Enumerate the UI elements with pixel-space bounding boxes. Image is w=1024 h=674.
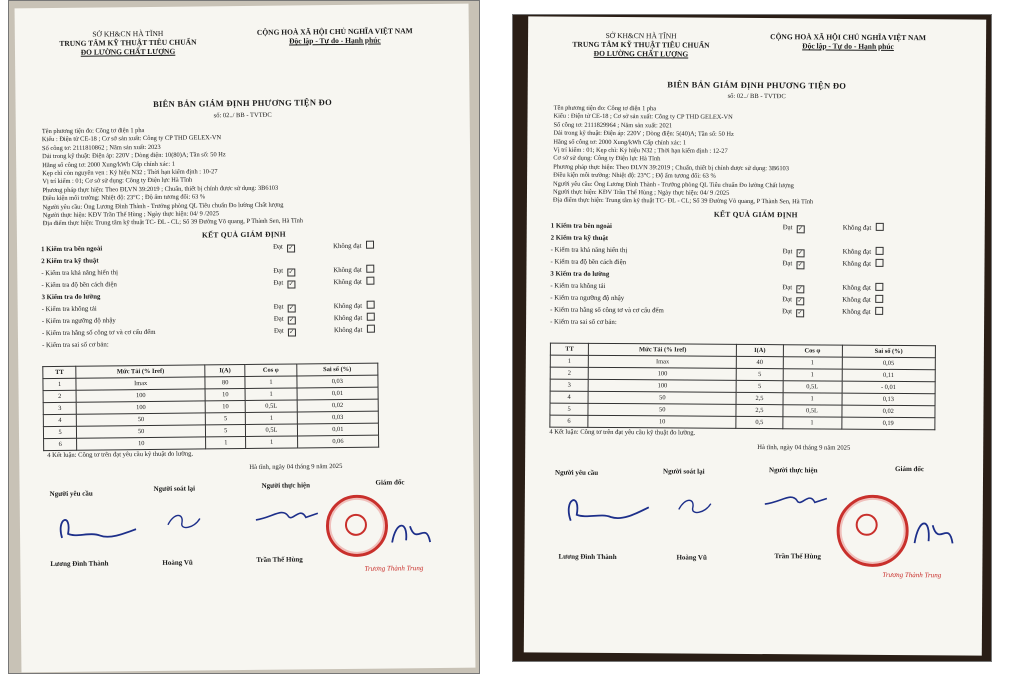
pass-label: Đạt xyxy=(782,248,793,256)
fail-label: Không đạt xyxy=(333,242,362,251)
pass-checkbox: ✓ xyxy=(797,298,803,305)
table-cell: 1 xyxy=(246,412,297,425)
column-header: TT xyxy=(550,343,588,355)
fail-checkbox xyxy=(875,223,883,231)
table-cell: 50 xyxy=(588,403,736,416)
pass-checkbox: ✓ xyxy=(288,269,294,276)
pass-label: Đạt xyxy=(273,315,284,323)
info-line: Số công tơ: 2111810862 ; Năm sản xuất: 2023 xyxy=(41,143,161,152)
table-cell: 5 xyxy=(737,368,783,380)
document-header xyxy=(15,26,469,81)
table-cell: 1 xyxy=(783,369,842,381)
table-cell: Imax xyxy=(588,355,736,368)
column-header: Mức Tải (% Iref) xyxy=(76,365,205,378)
motto-line: CỘNG HOÀ XÃ HỘI CHỦ NGHĨA VIỆT NAM xyxy=(256,26,413,37)
check-label: - Kiểm tra sai số cơ bản: xyxy=(42,341,109,350)
performer-signature-icon xyxy=(761,484,831,514)
table-cell: 4 xyxy=(43,414,76,426)
document-title: BIÊN BẢN GIÁM ĐỊNH PHƯƠNG TIỆN ĐO xyxy=(152,97,333,109)
column-header: I(A) xyxy=(205,365,245,377)
table-cell: 0,5L xyxy=(783,381,842,393)
check-label: - Kiểm tra hằng số công tơ và cơ cấu đếm xyxy=(41,328,156,338)
column-header: Mức Tải (% Iref) xyxy=(589,343,737,356)
table-cell: 6 xyxy=(44,438,77,450)
fail-label: Không đạt xyxy=(842,284,871,292)
pass-checkbox: ✓ xyxy=(288,281,294,288)
info-line: Địa điểm thực hiện: Trung tâm kỹ thuật TC- ĐL - CL; Số 39 Đường Võ quang, P Thành Sen, Hà Tĩnh xyxy=(552,197,814,206)
table-cell: 0,06 xyxy=(297,435,378,448)
check-label: - Kiểm tra khả năng hiển thị xyxy=(41,269,118,278)
table-cell: 1 xyxy=(550,355,588,367)
check-label: 2 Kiểm tra kỹ thuật xyxy=(41,257,99,266)
table-cell: 5 xyxy=(736,380,782,392)
conclusion-text: 4 Kết luận: Công tơ trên đạt yêu cầu kỹ thuật đo lường. xyxy=(549,428,696,437)
info-line: Dải trong kỹ thuật: Điện áp: 220V ; Dòng điện: 5(40)A; Tần số: 50 Hz xyxy=(553,129,734,139)
table-cell: 100 xyxy=(76,401,205,414)
fail-label: Không đạt xyxy=(842,248,872,256)
signer-name: Lương Đình Thành xyxy=(50,559,109,569)
document-number: số: 02../ BB - TVTĐC xyxy=(727,92,786,101)
fail-label: Không đạt xyxy=(333,326,363,335)
column-header: Sai số (%) xyxy=(842,345,936,358)
pass-label: Đạt xyxy=(273,243,283,251)
pass-checkbox: ✓ xyxy=(289,329,295,336)
fail-checkbox xyxy=(366,265,374,273)
check-label: 1 Kiểm tra bên ngoài xyxy=(41,245,103,254)
check-label: - Kiểm tra không tải xyxy=(550,282,606,290)
motto-line: Độc lập - Tự do - Hạnh phúc xyxy=(802,41,894,51)
table-cell: 3 xyxy=(550,379,588,391)
column-header: Sai số (%) xyxy=(296,363,377,376)
table-cell: 100 xyxy=(588,367,736,380)
agency-line: ĐO LƯỜNG CHẤT LƯỢNG xyxy=(80,46,176,57)
pass-checkbox: ✓ xyxy=(797,286,803,293)
signer-name: Trần Thế Hùng xyxy=(774,552,821,561)
document-sheet xyxy=(15,4,476,673)
agency-line: TRUNG TÂM KỸ THUẬT TIÊU CHUẨN xyxy=(59,37,197,48)
table-cell: 1 xyxy=(245,388,296,401)
check-label: - Kiểm tra hằng số công tơ và cơ cấu đếm xyxy=(550,306,664,315)
info-line: Hằng số công tơ: 2000 Xung/kWh Cấp chính xác: 1 xyxy=(553,138,687,147)
agency-block xyxy=(53,28,203,57)
info-block xyxy=(553,105,968,209)
pass-label: Đạt xyxy=(782,260,793,268)
pass-label: Đạt xyxy=(782,308,793,316)
table-cell: 50 xyxy=(77,425,206,438)
fail-checkbox xyxy=(366,241,374,249)
check-label: - Kiểm tra ngưỡng độ nhậy xyxy=(550,294,625,303)
signature-role: Người thực hiện xyxy=(769,466,818,475)
table-cell: 0,05 xyxy=(842,357,936,370)
signature-role: Người thực hiện xyxy=(261,481,311,490)
checks-list xyxy=(550,221,965,332)
pass-label: Đạt xyxy=(273,279,284,287)
table-cell: - 0,01 xyxy=(842,381,936,394)
pass-checkbox: ✓ xyxy=(797,310,803,317)
fail-label: Không đạt xyxy=(333,314,363,323)
agency-line: SỞ KH&CN HÀ TĨNH xyxy=(605,30,677,41)
info-line: Phương pháp thực hiện: Theo ĐLVN 39:2019 ; Chuẩn, thiết bị chính được sử dụng: 3B6103 xyxy=(553,163,789,173)
table-cell: 5 xyxy=(206,424,246,436)
fail-label: Không đạt xyxy=(842,260,872,268)
table-cell: 10 xyxy=(205,388,245,400)
info-line: Kẹp chì còn nguyên vẹn : Ký hiệu N32 ; Thời hạn kiểm định : 10-27 xyxy=(42,168,218,178)
signature-role: Người yêu cầu xyxy=(555,468,599,477)
reviewer-signature-icon xyxy=(671,491,721,521)
error-table xyxy=(549,343,936,431)
table-cell: 10 xyxy=(588,415,736,428)
info-line: Vị trí kiểm : 01; Kẹp chì: Ký hiệu N32 ; Thời hạn kiểm định : 12-27 xyxy=(553,146,728,155)
reviewer-signature-icon xyxy=(160,506,210,537)
pass-checkbox: ✓ xyxy=(798,226,804,233)
info-line: Kiểu : Điện tử CE-18 ; Cơ sở sản xuất: Công ty CP THD GELEX-VN xyxy=(41,134,222,144)
info-line: Dải trong kỹ thuật: Điện áp: 220V ; Dòng điện: 10(80)A; Tần số: 50 Hz xyxy=(42,151,226,161)
column-header: Cos φ xyxy=(245,364,296,377)
signature-role: Giám đốc xyxy=(375,478,405,487)
table-row xyxy=(550,415,935,430)
date-line: Hà tĩnh, ngày 04 tháng 9 năm 2025 xyxy=(249,462,343,471)
check-label: 3 Kiểm tra đo lường xyxy=(550,270,610,278)
fail-checkbox xyxy=(875,283,883,291)
table-cell: 0,03 xyxy=(297,411,378,424)
table-cell: 5 xyxy=(43,426,76,438)
pass-checkbox: ✓ xyxy=(289,317,295,324)
table-cell: 0,02 xyxy=(297,399,378,412)
table-cell: 5 xyxy=(205,412,245,424)
table-cell: 2 xyxy=(43,390,76,402)
signature-role: Người soát lại xyxy=(153,484,196,493)
national-motto xyxy=(225,26,445,46)
requester-signature-icon xyxy=(50,507,140,548)
table-cell: 1 xyxy=(206,436,246,448)
table-cell: 0,5 xyxy=(736,416,782,428)
fail-label: Không đạt xyxy=(333,278,362,287)
signer-name: Trần Thế Hùng xyxy=(256,555,303,564)
fail-label: Không đạt xyxy=(333,266,362,275)
table-cell: 2 xyxy=(550,367,588,379)
checks-list xyxy=(41,240,452,352)
table-cell: 1 xyxy=(246,436,297,449)
table-cell: 0,11 xyxy=(842,369,936,382)
signature-role: Người soát lại xyxy=(663,467,705,476)
check-label: 2 Kiểm tra kỹ thuật xyxy=(550,234,609,242)
table-cell: 1 xyxy=(43,378,76,390)
pass-label: Đạt xyxy=(782,296,793,304)
fail-checkbox xyxy=(366,301,374,309)
agency-line: ĐO LƯỜNG CHẤT LƯỢNG xyxy=(593,48,689,59)
motto-line: CỘNG HOÀ XÃ HỘI CHỦ NGHĨA VIỆT NAM xyxy=(770,32,927,43)
signature-role: Người yêu cầu xyxy=(49,489,93,499)
agency-line: SỞ KH&CN HÀ TĨNH xyxy=(92,28,164,39)
table-cell: 2,5 xyxy=(736,404,782,416)
table-cell: 100 xyxy=(588,379,736,392)
requester-signature-icon xyxy=(557,487,653,532)
table-cell: 0,01 xyxy=(297,387,378,400)
table-cell: 0,01 xyxy=(297,423,378,436)
signer-name: Lương Đình Thành xyxy=(558,552,617,562)
document-photo-left xyxy=(8,0,480,674)
fail-label: Không đạt xyxy=(842,224,872,232)
table-cell: 6 xyxy=(550,415,588,427)
fail-checkbox xyxy=(366,313,374,321)
table-cell: 4 xyxy=(550,391,588,403)
info-block xyxy=(42,124,453,229)
table-cell: 0,13 xyxy=(842,393,936,406)
check-label: - Kiểm tra sai số cơ bản: xyxy=(550,318,617,327)
table-cell: 1 xyxy=(783,393,842,405)
table-cell: 50 xyxy=(588,391,736,404)
motto-line: Độc lập - Tự do - Hạnh phúc xyxy=(289,35,381,46)
info-line: Cơ sở sử dụng: Công ty Điện lực Hà Tĩnh xyxy=(553,155,661,163)
fail-checkbox xyxy=(366,277,374,285)
info-line: Vị trí kiểm : 01; Cơ sở sử dụng: Công ty Điện lực Hà Tĩnh xyxy=(42,176,193,186)
national-motto xyxy=(738,32,958,52)
info-line: Người thực hiện: KĐV Trần Thế Hùng ; Ngày thực hiện: 04/ 9 /2025 xyxy=(42,210,220,220)
director-name-handwritten: Trương Thành Trung xyxy=(364,564,424,573)
pass-label: Đạt xyxy=(782,224,793,232)
document-title: BIÊN BẢN GIÁM ĐỊNH PHƯƠNG TIỆN ĐO xyxy=(667,79,847,91)
table-cell: 100 xyxy=(76,389,205,402)
signature-role: Giám đốc xyxy=(895,464,925,474)
fail-checkbox xyxy=(366,325,374,333)
conclusion-text: 4 Kết luận: Công tơ trên đạt yêu cầu kỹ thuật đo lường. xyxy=(47,450,194,460)
check-label: 1 Kiểm tra bên ngoài xyxy=(550,222,612,230)
info-line: Người yêu cầu: Ông Lương Đình Thành - Trưởng phòng QL Tiêu chuẩn Đo lường Chất lượng xyxy=(553,180,794,189)
document-sheet xyxy=(524,16,986,655)
results-title: KẾT QUẢ GIÁM ĐỊNH xyxy=(713,209,798,220)
error-table xyxy=(42,363,379,452)
document-photo-right xyxy=(512,14,992,662)
info-line: Điều kiện môi trường: Nhiệt độ: 23°C ; Độ ẩm tương đối: 63 % xyxy=(42,193,206,203)
info-line: Người thực hiện: KĐV Trần Thế Hùng ; Ngày thực hiện: 04/ 9 /2025 xyxy=(552,188,730,197)
signer-name: Hoàng Vũ xyxy=(676,553,707,562)
table-cell: 10 xyxy=(77,437,206,450)
column-header: I(A) xyxy=(737,344,783,356)
table-cell: 80 xyxy=(205,376,245,388)
fail-label: Không đạt xyxy=(842,308,871,316)
check-label: - Kiểm tra không tải xyxy=(41,305,97,314)
director-signature-icon xyxy=(386,516,436,553)
check-label: - Kiểm tra độ bền cách điện xyxy=(41,281,117,290)
fail-checkbox xyxy=(875,259,883,267)
document-number: số: 02../ BB - TVTĐC xyxy=(213,111,272,120)
info-line: Kiểu : Điện tử CE-18 ; Cơ sở sản xuất: Công ty CP THD GELEX-VN xyxy=(553,112,733,122)
table-cell: 0,03 xyxy=(297,375,378,388)
check-label: 3 Kiểm tra đo lường xyxy=(41,293,101,302)
table-cell: 0,5L xyxy=(782,405,841,417)
fail-checkbox xyxy=(875,295,883,303)
table-cell: 40 xyxy=(737,356,783,368)
table-cell: 1 xyxy=(783,357,842,369)
info-line: Điều kiện môi trường: Nhiệt độ: 23°C ; Độ ẩm tương đối: 63 % xyxy=(553,171,716,180)
table-cell: Imax xyxy=(76,377,205,390)
director-name-handwritten: Trương Thành Trung xyxy=(882,570,942,580)
fail-checkbox xyxy=(875,307,883,315)
info-line: Số công tơ: 2111829964 ; Năm sản xuất: 2021 xyxy=(553,121,673,130)
pass-label: Đạt xyxy=(273,267,284,275)
pass-checkbox: ✓ xyxy=(288,245,294,252)
table-cell: 5 xyxy=(550,403,588,415)
pass-checkbox: ✓ xyxy=(797,262,803,269)
table-cell: 50 xyxy=(77,413,206,426)
check-label: - Kiểm tra khả năng hiển thị xyxy=(550,246,628,255)
check-label: - Kiểm tra ngưỡng độ nhậy xyxy=(41,317,116,326)
info-line: Địa điểm thực hiện: Trung tâm kỹ thuật TC- ĐL - CL; Số 39 Đường Võ quang, P Thành Sen, Hà Tĩnh xyxy=(42,217,304,228)
check-label: - Kiểm tra độ bền cách điện xyxy=(550,258,627,267)
document-header xyxy=(528,30,986,83)
pass-checkbox: ✓ xyxy=(288,305,295,312)
official-seal-icon xyxy=(836,495,909,568)
table-cell: 0,5L xyxy=(245,400,296,413)
table-cell: 0,5L xyxy=(246,424,297,437)
table-row xyxy=(44,435,379,451)
signer-name: Hoàng Vũ xyxy=(162,558,193,567)
info-line: Phương pháp thực hiện: Theo ĐLVN 39:2019 ; Chuẩn, thiết bị chính được sử dụng: 3B6103 xyxy=(42,184,279,194)
fail-label: Không đạt xyxy=(842,296,871,304)
info-line: Tên phương tiện đo: Công tơ điện 1 pha xyxy=(41,127,145,136)
table-cell: 10 xyxy=(205,400,245,412)
date-line: Hà tĩnh, ngày 04 tháng 9 năm 2025 xyxy=(757,444,851,452)
fail-label: Không đạt xyxy=(333,302,363,311)
results-title: KẾT QUẢ GIÁM ĐỊNH xyxy=(201,229,286,240)
column-header: TT xyxy=(43,366,76,378)
info-line: Tên phương tiện đo: Công tơ điện 1 pha xyxy=(553,104,657,113)
pass-label: Đạt xyxy=(273,327,284,335)
agency-line: TRUNG TÂM KỸ THUẬT TIÊU CHUẨN xyxy=(572,39,710,50)
info-line: Người yêu cầu: Ông Lương Đình Thành - Trưởng phòng QL Tiêu chuẩn Đo lường Chất lượng xyxy=(42,201,284,211)
table-cell: 0,19 xyxy=(841,417,935,430)
official-seal-icon xyxy=(326,495,389,558)
table-cell: 3 xyxy=(43,402,76,414)
pass-checkbox: ✓ xyxy=(797,250,803,257)
table-cell: 0,02 xyxy=(841,405,935,418)
fail-checkbox xyxy=(875,247,883,255)
info-line: Hằng số công tơ: 2000 Xung/kWh Cấp chính xác: 1 xyxy=(42,160,175,169)
agency-block xyxy=(566,31,716,59)
director-signature-icon xyxy=(908,513,958,553)
pass-label: Đạt xyxy=(273,303,284,311)
pass-label: Đạt xyxy=(782,284,793,292)
table-cell: 1 xyxy=(782,417,841,429)
column-header: Cos φ xyxy=(783,345,842,357)
performer-signature-icon xyxy=(252,499,322,530)
table-cell: 1 xyxy=(245,376,296,389)
table-cell: 2,5 xyxy=(736,392,782,404)
